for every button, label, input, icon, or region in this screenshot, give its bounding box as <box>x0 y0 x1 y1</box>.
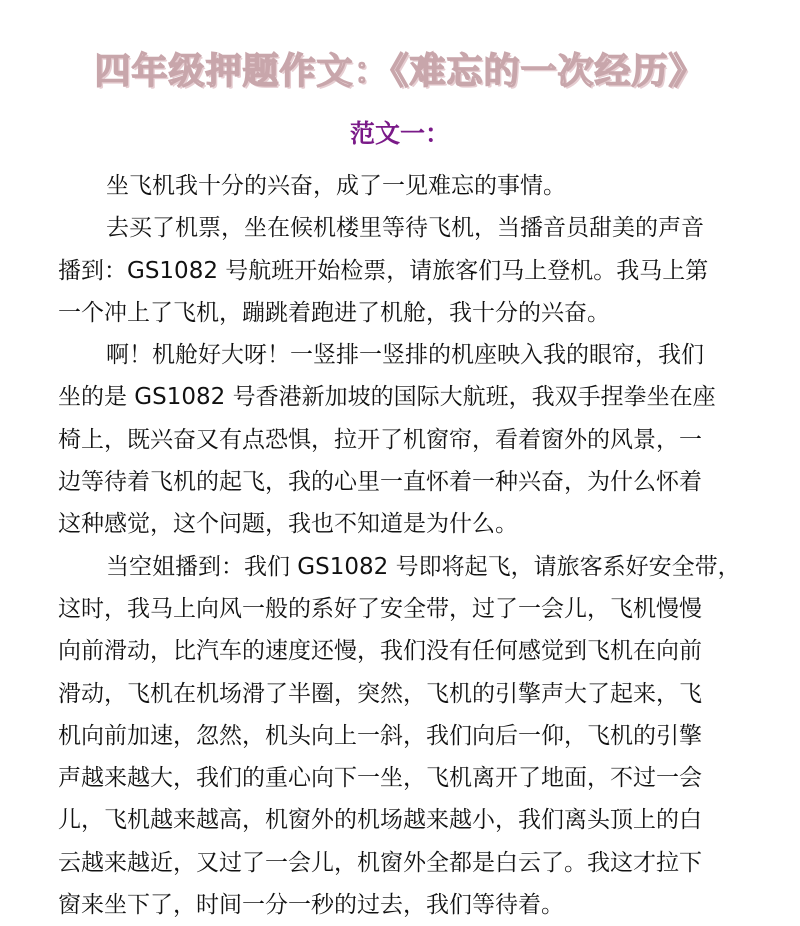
section-heading: 范文一： <box>349 119 450 148</box>
essay-line: 云越来越近，又过了一会儿，机窗外全都是白云了。我这才拉下 <box>58 849 702 876</box>
document-title: 四年级押题作文：《难忘的一次经历》 <box>94 51 706 92</box>
essay-line: 啊！机舱好大呀！一竖排一竖排的机座映入我的眼帘，我们 <box>106 342 704 369</box>
essay-line: 坐的是 GS1082 号香港新加坡的国际大航班，我双手捏拳坐在座 <box>58 384 716 411</box>
essay-line: 向前滑动，比汽车的速度还慢，我们没有任何感觉到飞机在向前 <box>58 638 702 665</box>
essay-line: 机向前加速，忽然，机头向上一斜，我们向后一仰，飞机的引擎 <box>58 722 702 749</box>
essay-line: 坐飞机我十分的兴奋，成了一见难忘的事情。 <box>106 173 566 199</box>
essay-body <box>58 165 748 926</box>
essay-line: 当空姐播到：我们 GS1082 号即将起飞，请旅客系好安全带， <box>106 553 741 580</box>
essay-line: 这时，我马上向风一般的系好了安全带，过了一会儿，飞机慢慢 <box>58 595 702 622</box>
essay-line: 播到：GS1082 号航班开始检票，请旅客们马上登机。我马上第 <box>58 257 709 284</box>
essay-line: 去买了机票，坐在候机楼里等待飞机，当播音员甜美的声音 <box>106 215 704 242</box>
essay-line: 一个冲上了飞机，蹦跳着跑进了机舱，我十分的兴奋。 <box>58 299 610 326</box>
essay-line: 滑动，飞机在机场滑了半圈，突然，飞机的引擎声大了起来，飞 <box>58 680 702 707</box>
essay-line: 边等待着飞机的起飞，我的心里一直怀着一种兴奋，为什么怀着 <box>58 469 702 496</box>
essay-line: 声越来越大，我们的重心向下一坐，飞机离开了地面，不过一会 <box>58 765 702 792</box>
essay-line: 儿，飞机越来越高，机窗外的机场越来越小，我们离头顶上的白 <box>58 807 702 834</box>
essay-line: 这种感觉，这个问题，我也不知道是为什么。 <box>58 511 518 538</box>
essay-line: 椅上，既兴奋又有点恐惧，拉开了机窗帘，看着窗外的风景，一 <box>58 426 702 453</box>
essay-line: 窗来坐下了，时间一分一秒的过去，我们等待着。 <box>58 892 564 919</box>
